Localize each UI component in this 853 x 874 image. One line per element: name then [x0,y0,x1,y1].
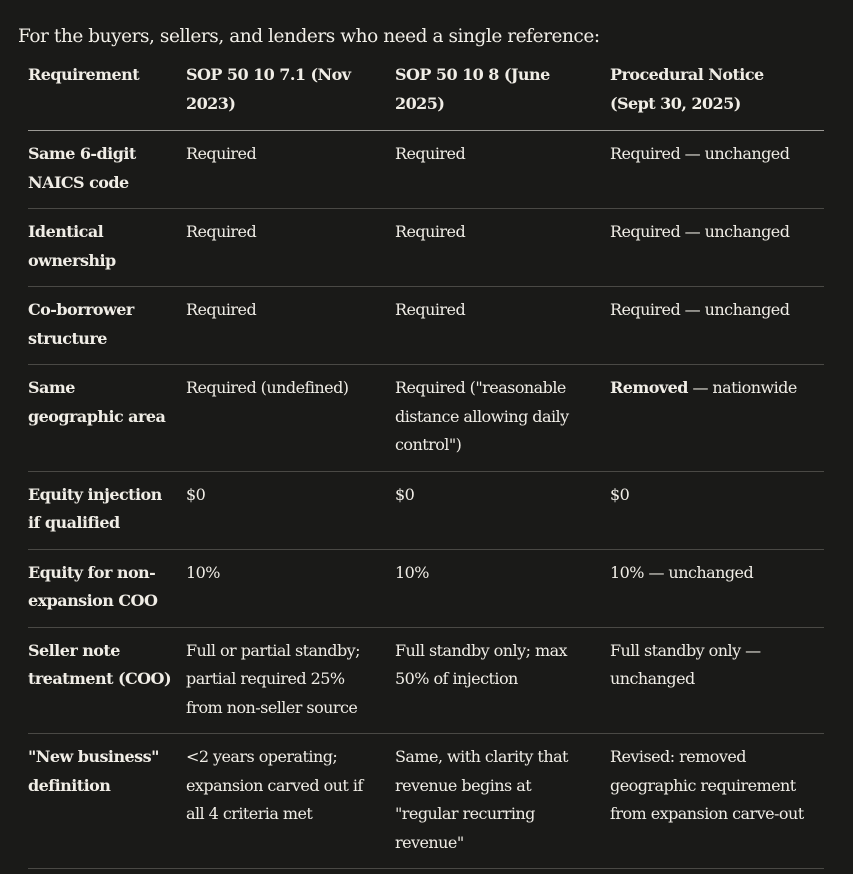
table-row [28,471,824,549]
sop-comparison-table [28,58,824,869]
header-requirement: Requirement [28,58,186,131]
cell-notice [610,209,824,287]
intro-text: For the buyers, sellers, and lenders who need a single reference: [18,25,600,47]
header-sop-8: SOP 50 10 8 (June 2025) [395,58,610,131]
cell-notice [610,549,824,627]
cell-notice-text: — nationwide [687,378,797,397]
cell-notice [610,734,824,869]
cell-sop-7-1: Required (undefined) [186,365,395,472]
table-row [28,734,824,869]
cell-sop-8: Same, with clarity that revenue begins at "regular recurring revenue" [395,734,610,869]
cell-sop-8: Required [395,287,610,365]
table-row [28,627,824,734]
cell-notice [610,471,824,549]
cell-sop-7-1: <2 years operating; expansion carved out if all 4 criteria met [186,734,395,869]
cell-notice [610,287,824,365]
cell-sop-7-1: 10% [186,549,395,627]
cell-requirement: "New business" definition [28,734,186,869]
table-row [28,287,824,365]
cell-notice-text: Required — unchanged [610,144,790,163]
cell-sop-8: 10% [395,549,610,627]
cell-requirement: Equity for non-expansion COO [28,549,186,627]
cell-sop-8: Full standby only; max 50% of injection [395,627,610,734]
cell-sop-8: $0 [395,471,610,549]
cell-notice-text: $0 [610,484,630,504]
cell-requirement: Co-borrower structure [28,287,186,365]
cell-sop-7-1: Full or partial standby; partial required 25% from non-seller source [186,627,395,734]
cell-requirement: Seller note treatment (COO) [28,627,186,734]
cell-notice [610,365,824,472]
cell-sop-7-1: Required [186,131,395,209]
cell-sop-7-1: Required [186,209,395,287]
cell-requirement: Same geographic area [28,365,186,472]
cell-notice [610,131,824,209]
cell-notice-emphasis: Removed [610,378,688,397]
cell-sop-8: Required ("reasonable distance allowing daily control") [395,365,610,472]
header-procedural-notice: Procedural Notice (Sept 30, 2025) [610,58,824,131]
cell-requirement: Same 6-digit NAICS code [28,131,186,209]
cell-notice-text: Required — unchanged [610,222,790,241]
table-header-row [28,58,824,131]
cell-sop-7-1: $0 [186,471,395,549]
cell-sop-8: Required [395,131,610,209]
cell-requirement: Equity injection if qualified [28,471,186,549]
cell-notice-text: Required — unchanged [610,300,790,319]
cell-sop-8: Required [395,209,610,287]
cell-notice-text: Full standby only — unchanged [610,640,761,688]
cell-sop-7-1: Required [186,287,395,365]
cell-notice-text: Revised: removed geographic requirement from expansion carve-out [610,747,804,823]
header-sop-7-1: SOP 50 10 7.1 (Nov 2023) [186,58,395,131]
cell-notice [610,627,824,734]
table-row [28,209,824,287]
table-row [28,549,824,627]
table-row [28,131,824,209]
cell-requirement: Identical ownership [28,209,186,287]
table-row [28,365,824,472]
cell-notice-text: 10% — unchanged [610,562,754,582]
